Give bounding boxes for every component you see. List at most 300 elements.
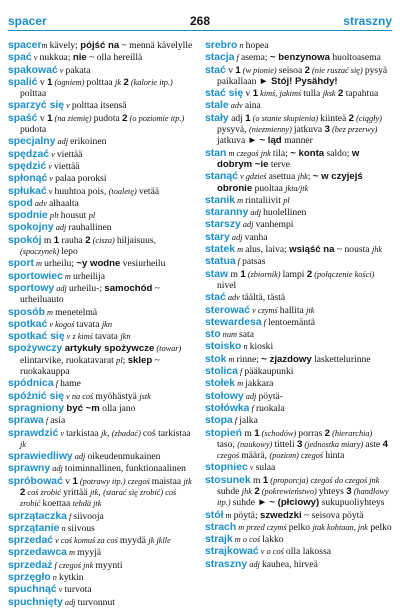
headword: stoisko (205, 341, 242, 353)
definition: siivous (67, 522, 95, 534)
grammar-note: adj (72, 452, 88, 462)
headword: specjalny (8, 136, 56, 148)
definition: titteli (274, 438, 298, 450)
headword: spódnica (8, 378, 54, 390)
headword: spalić (8, 76, 38, 88)
headword: spróbować (8, 475, 63, 487)
dictionary-entry (205, 475, 392, 509)
dictionary-entry (8, 161, 195, 172)
dictionary-entry (8, 149, 195, 160)
definition: ruokala (255, 402, 285, 414)
grammar-note: f (237, 367, 245, 377)
definition: hiljaisuus, (116, 234, 157, 246)
grammar-note: (poziom) (269, 451, 302, 461)
definition: m (41, 234, 54, 246)
definition: pöytä; (233, 509, 261, 521)
grammar-note: jk (20, 439, 26, 449)
dictionary-entry (8, 331, 195, 342)
definition: seisoa (278, 64, 305, 76)
grammar-note: f (235, 257, 243, 267)
grammar-note: f (249, 403, 256, 413)
definition: v (37, 112, 48, 124)
grammar-note: (cisza) (90, 235, 117, 245)
headword: sprzedaż (8, 559, 53, 571)
definition: tapahtua (343, 88, 379, 100)
definition: pelko (367, 521, 392, 533)
definition: turvota (64, 584, 92, 596)
grammar-note: n (241, 342, 250, 352)
grammar-note: f (232, 416, 240, 426)
definition: rauha (59, 234, 86, 246)
header-last-headword: straszny (343, 14, 392, 28)
dictionary-entry (205, 341, 392, 352)
grammar-note: jkn (101, 319, 112, 329)
grammar-note: m o coś (232, 535, 263, 545)
phrase: samochód (104, 282, 153, 294)
dictionary-entry (205, 40, 392, 51)
headword: sportowy (8, 282, 55, 294)
phrase: 1 (254, 427, 260, 439)
grammar-note: adj (55, 137, 71, 147)
definition: olla lakossa (285, 546, 331, 558)
dictionary-entry (205, 329, 392, 340)
phrase: ~y wodne (76, 258, 121, 270)
headword: stopień (205, 427, 242, 439)
dictionary-entry (8, 307, 195, 318)
headword: sparzyć się (8, 100, 65, 112)
phrase: 2 (324, 427, 330, 439)
headword: spod (8, 197, 33, 209)
dictionary-entry (205, 415, 392, 426)
grammar-note: m czegoś jnk (226, 148, 273, 158)
dictionary-entry (8, 173, 195, 184)
phrase: w dobrym ~ie (217, 147, 360, 170)
headword: sprzęgło (8, 572, 51, 584)
definition: kiinteä (320, 112, 349, 124)
grammar-note: jhk (371, 245, 383, 255)
grammar-note: czegoś (127, 476, 152, 486)
definition: vanha (244, 231, 268, 243)
grammar-note: v (47, 174, 56, 184)
grammar-note: (toaletę) (108, 186, 139, 196)
dictionary-entry (205, 317, 392, 328)
definition: kauhea, hirveä (261, 558, 318, 570)
dictionary-entry (205, 244, 392, 255)
grammar-note: adv (225, 293, 242, 303)
definition: asema; (240, 52, 270, 64)
dictionary-entry (8, 560, 195, 571)
definition: rintaliivit (245, 194, 284, 206)
grammar-note: n (237, 41, 246, 50)
dictionary-entry (8, 283, 195, 306)
headword: stewardesa (205, 316, 262, 328)
definition: m (241, 427, 255, 439)
grammar-note: pl (116, 355, 123, 365)
definition: viettää (56, 148, 83, 160)
grammar-note: f (53, 379, 61, 389)
phrase: 2 (123, 76, 129, 88)
headword: stać się (205, 88, 244, 100)
headword: spaść (8, 112, 38, 124)
grammar-note: v czymś (250, 305, 280, 315)
grammar-note: m (66, 548, 78, 558)
definition: porras (298, 427, 325, 439)
definition: urheilu-; (68, 282, 105, 294)
headword: sport (8, 258, 34, 270)
definition: housut (60, 210, 89, 222)
definition: polttaa (20, 88, 47, 100)
grammar-note: (potrawy itp.) (77, 476, 128, 486)
dictionary-entry (8, 198, 195, 209)
headword: spłukać (8, 185, 47, 197)
definition: , (98, 486, 104, 498)
grammar-note: (proporcja) (268, 475, 311, 485)
definition: ~ nousta (334, 244, 372, 256)
grammar-note: jkn (120, 332, 131, 342)
dictionary-entry (205, 256, 392, 267)
page-number: 268 (189, 14, 211, 28)
definition: rauhallinen (68, 222, 112, 234)
headword: stary (205, 231, 230, 243)
headword: stanik (205, 194, 236, 206)
definition: taso, (217, 438, 238, 450)
grammar-note: jksk (322, 89, 336, 99)
phrase: ~ benzynowa (269, 52, 330, 64)
left-column (8, 40, 195, 608)
definition: nivel (217, 279, 237, 291)
grammar-note: v gdzieś (237, 172, 269, 182)
definition: sata (239, 329, 254, 341)
definition: suhde (217, 485, 242, 497)
grammar-note: jtk (89, 487, 99, 497)
grammar-note: v coś komuś za coś (53, 536, 120, 546)
definition: kytkin (59, 572, 84, 584)
dictionary-entry (8, 511, 195, 522)
headword: spłonąć (8, 173, 48, 185)
definition: oikeudenmukainen (87, 451, 161, 463)
dictionary-entry (8, 378, 195, 389)
headword: sprzątaczka (8, 510, 67, 522)
definition: laskettelurinne (311, 353, 371, 365)
definition: siivooja (73, 510, 104, 522)
definition: olla jano (99, 402, 136, 414)
dictionary-entry (8, 428, 195, 451)
definition: ~ urheiluauto (20, 282, 160, 306)
headword: spodnie (8, 210, 48, 222)
phrase: 2 (304, 64, 310, 76)
headword: sto (205, 329, 221, 341)
grammar-note: czegoś do czegoś jnk (310, 475, 380, 485)
definition: määrä, (241, 450, 270, 462)
headword: sprawiedliwy (8, 451, 73, 463)
phrase: 3 (346, 485, 352, 497)
dictionary-entry (205, 113, 392, 147)
dictionary-entry (8, 52, 195, 63)
definition: hame (60, 378, 81, 390)
grammar-note: v (247, 463, 256, 473)
grammar-note: adj (247, 559, 262, 569)
phrase: wsiąść na (289, 244, 335, 256)
definition: pysyvä, (217, 124, 249, 136)
definition: hinta (325, 450, 345, 462)
definition: v (225, 64, 236, 76)
definition: tavata (76, 318, 102, 330)
definition: ~ mennä kävelylle (119, 40, 193, 51)
headword: stołowy (205, 390, 244, 402)
dictionary-entry (205, 366, 392, 377)
definition: tarkistaa (66, 427, 101, 439)
grammar-note: v na coś (64, 391, 96, 401)
grammar-note: v (64, 101, 72, 111)
grammar-note: (kalorie itp.) (128, 77, 173, 87)
grammar-note: (hierarchia) (330, 428, 373, 438)
definition: sulaa (255, 462, 276, 474)
grammar-note: (handlowy itp.) (217, 486, 389, 508)
grammar-note: f (66, 511, 74, 521)
definition: sukupuoliyhteys (319, 497, 385, 509)
phrase: 1 (252, 88, 259, 100)
definition: vanhempi (255, 219, 294, 231)
grammar-note: (zbadać) (111, 428, 143, 438)
grammar-note: jhk (241, 486, 252, 496)
dictionary-entry (205, 510, 392, 521)
definition: jalka (239, 415, 258, 427)
definition: pöytä- (258, 390, 283, 402)
dictionary-entry (205, 305, 392, 316)
phrase: 1 (245, 112, 251, 124)
headword: sprawny (8, 463, 51, 475)
dictionary-entry (205, 232, 392, 243)
headword: staranny (205, 207, 249, 219)
dictionary-entry (205, 207, 392, 218)
headword: sprawa (8, 415, 44, 427)
headword: stale (205, 100, 229, 112)
grammar-note: adj (243, 391, 259, 401)
headword: spóźnić się (8, 390, 65, 402)
definition: alhaalta (48, 197, 79, 209)
grammar-note: f (234, 53, 241, 63)
headword: spokój (8, 234, 42, 246)
definition: polttaa itsensä (71, 100, 127, 112)
grammar-note: f czegoś jnk (52, 560, 96, 570)
grammar-note: m (235, 245, 246, 255)
grammar-note: (starać się zrobić) (103, 487, 166, 497)
dictionary-entry (8, 65, 195, 76)
dictionary-entry (8, 572, 195, 583)
definition: hallita (279, 304, 307, 316)
grammar-note: (naukowy) (237, 439, 275, 449)
grammar-note: (zbiornik) (245, 269, 283, 279)
grammar-note: czegoś (301, 451, 326, 461)
dictionary-entry (8, 235, 195, 258)
phrase: być ~m (66, 402, 100, 414)
dictionary-entry (205, 462, 392, 473)
grammar-note: pl (88, 211, 96, 221)
grammar-note: m (33, 259, 45, 269)
grammar-note: m (44, 307, 56, 317)
dictionary-entry (8, 210, 195, 221)
dictionary-entry (8, 451, 195, 462)
headword: stosunek (205, 474, 251, 486)
headword: stać (205, 292, 226, 304)
dictionary-entry (205, 546, 392, 557)
grammar-note: (ciągły) (354, 113, 382, 123)
definition: yrittää (63, 486, 90, 498)
grammar-note: adj (62, 597, 78, 607)
grammar-note: jk (101, 428, 107, 438)
dictionary-entry (8, 77, 195, 100)
grammar-note: m (226, 354, 237, 364)
definition: myöhästyä (95, 390, 140, 402)
grammar-note: n (50, 573, 60, 583)
definition: , (107, 427, 112, 439)
definition: ~ ruokakauppa (20, 354, 160, 378)
definition: pudota (93, 112, 123, 124)
headword: stan (205, 147, 227, 159)
definition: nukkua; (39, 52, 73, 64)
definition: jakkara (245, 378, 274, 390)
dictionary-entry (205, 522, 392, 533)
definition: pudota (20, 124, 47, 136)
grammar-note: pl (283, 195, 290, 205)
grammar-note: num (220, 330, 240, 340)
grammar-note: v (56, 585, 65, 595)
grammar-note: (w pionie) (240, 65, 279, 75)
dictionary-entry (205, 534, 392, 545)
definition: coś tarkistaa (142, 427, 191, 439)
headword: sprzedawca (8, 547, 67, 559)
phrase: 4 (382, 438, 388, 450)
grammar-note: v (46, 161, 54, 171)
definition: rinne; (236, 353, 262, 365)
headword: strajkować (205, 546, 259, 558)
grammar-note: v o coś (258, 547, 286, 557)
definition: m (228, 268, 241, 280)
phrase: 2 (254, 485, 260, 497)
headword: spakować (8, 64, 58, 76)
headword: straszny (205, 558, 248, 570)
dictionary-entry (205, 65, 392, 88)
headword: sterować (205, 304, 251, 316)
headword: stolica (205, 366, 238, 378)
phrase: sklep (127, 354, 153, 366)
definition: lakko (262, 534, 284, 546)
dictionary-entry (8, 535, 195, 546)
grammar-note: (towar) (154, 344, 182, 354)
definition: lentoemäntä (268, 316, 315, 328)
definition: patsas (242, 256, 266, 268)
phrase: artykuły spożywcze (64, 343, 155, 355)
phrase: ~ ląd (259, 135, 282, 147)
phrase: 1 (240, 268, 246, 280)
definition: asettua (268, 171, 298, 183)
grammar-note: (o poziomie itp.) (127, 113, 185, 123)
dictionary-entry (8, 597, 195, 608)
phrase: 2 (338, 88, 344, 100)
headword: sprawdzić (8, 427, 59, 439)
grammar-note: adv (228, 101, 245, 111)
header-rule (8, 30, 392, 31)
definition: koettaa (42, 498, 73, 510)
grammar-note: (nie ruszać się) (309, 65, 365, 75)
dictionary-entry (205, 52, 392, 63)
headword: spać (8, 52, 32, 64)
definition: polttaa (86, 76, 116, 88)
grammar-note: v (46, 186, 55, 196)
phrase: 2 (306, 268, 313, 280)
dictionary-entry (8, 319, 195, 330)
dictionary-entry (8, 523, 195, 534)
definition: menetelmä (55, 306, 98, 318)
definition: kävely; (49, 40, 81, 51)
headword: stopa (205, 415, 233, 427)
grammar-note: jk jklle (148, 536, 171, 546)
headword: spokojny (8, 222, 54, 234)
grammar-note: (jednostka miary) (302, 439, 366, 449)
definition: tavata (95, 331, 121, 343)
dictionary-entry (8, 186, 195, 197)
definition: ~ olla hereillä (86, 52, 143, 64)
definition: kioski (249, 341, 274, 353)
definition: suhde ► (232, 497, 270, 509)
headword: spotkać (8, 318, 48, 330)
dictionary-entry (8, 136, 195, 147)
phrase: 2 (348, 112, 355, 124)
grammar-note: adj (240, 220, 256, 230)
dictionary-entry (205, 403, 392, 414)
definition: lepo (61, 246, 78, 258)
definition: maistaa (151, 475, 184, 487)
definition: adj (228, 112, 246, 124)
definition: tulla (303, 88, 323, 100)
headword: stołówka (205, 402, 250, 414)
definition: puoltaa (252, 182, 286, 194)
grammar-note: m (41, 41, 50, 50)
dictionary-entry (8, 222, 195, 233)
definition: m (250, 474, 263, 486)
headword: spotkać się (8, 331, 65, 343)
dictionary-entry (8, 113, 195, 136)
headword: spuchnięty (8, 596, 63, 608)
grammar-note: czegoś (217, 451, 242, 461)
grammar-note: v (58, 428, 67, 438)
headword: spędzić (8, 160, 47, 172)
phrase: szwedzki (260, 509, 302, 521)
phrase: 2 (122, 112, 128, 124)
definition: urheilija (73, 270, 105, 282)
dictionary-entry (205, 100, 392, 111)
definition: myyjä (77, 547, 102, 559)
grammar-note: adv (32, 198, 49, 208)
definition: vesiurheilu (120, 258, 166, 270)
entry-columns (8, 40, 392, 608)
phrase: ► Stój! Pysähdy! (258, 75, 338, 87)
dictionary-entry (8, 258, 195, 269)
definition: aste (365, 438, 383, 450)
headword: staw (205, 268, 229, 280)
grammar-note: coś zrobić (25, 487, 64, 497)
definition: jatkuva ► (217, 135, 260, 147)
phrase: 1 (72, 475, 78, 487)
headword: spędzać (8, 148, 50, 160)
phrase: 3 (297, 438, 303, 450)
grammar-note: (połączenie kości) (312, 269, 375, 279)
grammar-note: jkta/jtk (285, 183, 309, 193)
grammar-note: v z kimś (64, 332, 96, 342)
definition: viettää (53, 160, 80, 172)
definition: huuhtoa pois, (54, 185, 109, 197)
definition: huoltoasema (329, 52, 381, 64)
